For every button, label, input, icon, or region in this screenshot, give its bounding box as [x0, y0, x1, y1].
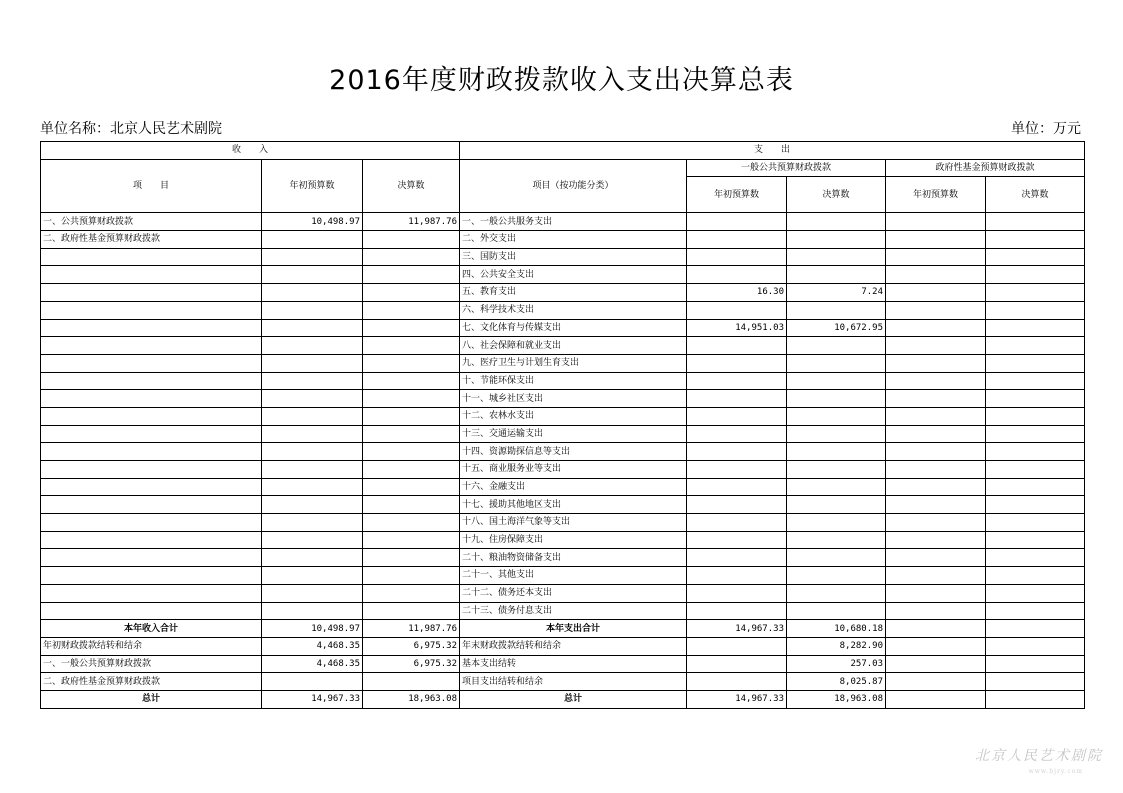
- table-row: [41, 690, 1085, 708]
- cell-in-item: [41, 390, 262, 408]
- cell-f-final: [986, 248, 1085, 266]
- cell-g-budget: [687, 390, 787, 408]
- cell-f-final: [986, 567, 1085, 585]
- table-row: [41, 637, 1085, 655]
- cell-ex-item: 十一、城乡社区支出: [460, 390, 687, 408]
- cell-f-budget: [886, 496, 986, 514]
- cell-in-budget: [262, 443, 363, 461]
- cell-in-budget: [262, 496, 363, 514]
- cell-in-item: 一、公共预算财政拨款: [41, 213, 262, 231]
- cell-in-item: [41, 354, 262, 372]
- table-row: [41, 443, 1085, 461]
- cell-in-budget: [262, 248, 363, 266]
- cell-f-final: [986, 478, 1085, 496]
- cell-in-final: [363, 266, 460, 284]
- table-row: [41, 478, 1085, 496]
- cell-g-budget: [687, 425, 787, 443]
- cell-g-final: [787, 531, 886, 549]
- cell-in-budget: [262, 567, 363, 585]
- cell-in-budget: 4,468.35: [262, 655, 363, 673]
- cell-g-final: 8,025.87: [787, 673, 886, 691]
- cell-f-budget: [886, 620, 986, 638]
- page-title: 2016年度财政拨款收入支出决算总表: [329, 65, 794, 96]
- cell-in-item: [41, 567, 262, 585]
- cell-g-final: [787, 390, 886, 408]
- cell-g-final: [787, 213, 886, 231]
- cell-f-budget: [886, 531, 986, 549]
- cell-f-final: [986, 690, 1085, 708]
- cell-f-budget: [886, 319, 986, 337]
- cell-f-final: [986, 531, 1085, 549]
- watermark-logo: 北京人民艺术剧院: [975, 748, 1103, 764]
- cell-in-item: [41, 266, 262, 284]
- cell-in-final: [363, 390, 460, 408]
- cell-in-budget: [262, 354, 363, 372]
- cell-in-final: [363, 372, 460, 390]
- watermark-url: www.bjry.com: [1028, 768, 1083, 775]
- cell-in-final: [363, 673, 460, 691]
- general-initial-budget-header: 年初预算数: [687, 177, 787, 213]
- cell-f-budget: [886, 584, 986, 602]
- cell-f-final: [986, 354, 1085, 372]
- cell-ex-item: 九、医疗卫生与计划生育支出: [460, 354, 687, 372]
- cell-in-item: [41, 248, 262, 266]
- table-row: [41, 372, 1085, 390]
- cell-f-budget: [886, 354, 986, 372]
- cell-ex-item: 总计: [460, 690, 687, 708]
- cell-in-final: [363, 354, 460, 372]
- table-row: [41, 266, 1085, 284]
- cell-g-final: [787, 443, 886, 461]
- cell-in-final: [363, 478, 460, 496]
- cell-g-final: [787, 301, 886, 319]
- cell-in-final: 6,975.32: [363, 637, 460, 655]
- cell-ex-item: 十二、农林水支出: [460, 407, 687, 425]
- expense-header: 支 出: [460, 142, 1085, 160]
- budget-summary-table: [40, 141, 1085, 709]
- cell-g-final: [787, 372, 886, 390]
- cell-in-final: [363, 496, 460, 514]
- cell-g-budget: [687, 337, 787, 355]
- table-row: [41, 354, 1085, 372]
- cell-in-budget: [262, 673, 363, 691]
- cell-f-final: [986, 372, 1085, 390]
- cell-g-final: [787, 461, 886, 479]
- general-budget-header: 一般公共预算财政拨款: [687, 159, 886, 177]
- cell-g-budget: [687, 673, 787, 691]
- table-row: [41, 231, 1085, 249]
- unit-name-label: 单位名称：北京人民艺术剧院: [40, 121, 222, 137]
- cell-ex-item: 十八、国土海洋气象等支出: [460, 514, 687, 532]
- cell-f-final: [986, 549, 1085, 567]
- cell-in-budget: 4,468.35: [262, 637, 363, 655]
- cell-g-final: [787, 425, 886, 443]
- cell-g-budget: [687, 637, 787, 655]
- cell-g-final: [787, 248, 886, 266]
- cell-in-budget: [262, 390, 363, 408]
- cell-in-item: [41, 443, 262, 461]
- cell-in-budget: [262, 231, 363, 249]
- table-row: [41, 620, 1085, 638]
- cell-in-item: 一、一般公共预算财政拨款: [41, 655, 262, 673]
- cell-ex-item: 十六、金融支出: [460, 478, 687, 496]
- cell-g-budget: [687, 372, 787, 390]
- currency-unit-label: 单位：万元: [1011, 121, 1081, 137]
- income-header: 收 入: [41, 142, 460, 160]
- cell-f-budget: [886, 637, 986, 655]
- cell-ex-item: 二十一、其他支出: [460, 567, 687, 585]
- cell-g-budget: [687, 301, 787, 319]
- cell-f-budget: [886, 248, 986, 266]
- cell-in-item: [41, 514, 262, 532]
- cell-f-budget: [886, 372, 986, 390]
- table-row: [41, 425, 1085, 443]
- cell-ex-item: 十三、交通运输支出: [460, 425, 687, 443]
- cell-in-final: [363, 407, 460, 425]
- cell-ex-item: 二十、粮油物资储备支出: [460, 549, 687, 567]
- cell-in-budget: [262, 425, 363, 443]
- cell-g-budget: [687, 443, 787, 461]
- fund-budget-header: 政府性基金预算财政拨款: [886, 159, 1085, 177]
- table-row: [41, 567, 1085, 585]
- cell-f-final: [986, 637, 1085, 655]
- cell-ex-item: 基本支出结转: [460, 655, 687, 673]
- cell-in-final: [363, 425, 460, 443]
- table-row: [41, 496, 1085, 514]
- cell-g-final: [787, 337, 886, 355]
- cell-ex-item: 七、文化体育与传媒支出: [460, 319, 687, 337]
- cell-in-item: [41, 584, 262, 602]
- cell-in-item: 二、政府性基金预算财政拨款: [41, 231, 262, 249]
- cell-in-budget: [262, 284, 363, 302]
- cell-ex-item: 二十三、债务付息支出: [460, 602, 687, 620]
- cell-in-final: [363, 602, 460, 620]
- table-row: [41, 301, 1085, 319]
- cell-in-final: [363, 284, 460, 302]
- cell-ex-item: 六、科学技术支出: [460, 301, 687, 319]
- cell-in-item: [41, 602, 262, 620]
- cell-g-final: 10,680.18: [787, 620, 886, 638]
- cell-in-item: [41, 337, 262, 355]
- table-row: [41, 514, 1085, 532]
- expense-item-header: 项目（按功能分类）: [460, 159, 687, 213]
- cell-in-item: 本年收入合计: [41, 620, 262, 638]
- cell-in-budget: [262, 584, 363, 602]
- cell-g-final: [787, 407, 886, 425]
- cell-ex-item: 年末财政拨款结转和结余: [460, 637, 687, 655]
- table-row: [41, 213, 1085, 231]
- cell-g-budget: [687, 531, 787, 549]
- cell-f-budget: [886, 567, 986, 585]
- cell-g-budget: [687, 549, 787, 567]
- cell-f-budget: [886, 407, 986, 425]
- cell-ex-item: 二、外交支出: [460, 231, 687, 249]
- cell-f-final: [986, 602, 1085, 620]
- cell-in-budget: 10,498.97: [262, 213, 363, 231]
- cell-in-final: [363, 443, 460, 461]
- cell-ex-item: 十九、住房保障支出: [460, 531, 687, 549]
- cell-g-budget: [687, 584, 787, 602]
- cell-in-item: [41, 284, 262, 302]
- cell-ex-item: 五、教育支出: [460, 284, 687, 302]
- cell-ex-item: 本年支出合计: [460, 620, 687, 638]
- income-budget-header: 年初预算数: [262, 159, 363, 213]
- cell-f-budget: [886, 690, 986, 708]
- cell-f-budget: [886, 461, 986, 479]
- cell-f-final: [986, 231, 1085, 249]
- cell-g-budget: [687, 478, 787, 496]
- cell-ex-item: 十四、资源勘探信息等支出: [460, 443, 687, 461]
- cell-g-budget: 14,951.03: [687, 319, 787, 337]
- cell-in-item: [41, 496, 262, 514]
- cell-f-final: [986, 266, 1085, 284]
- cell-in-final: [363, 231, 460, 249]
- cell-in-item: 年初财政拨款结转和结余: [41, 637, 262, 655]
- income-final-header: 决算数: [363, 159, 460, 213]
- cell-g-final: [787, 496, 886, 514]
- table-row: [41, 549, 1085, 567]
- cell-g-budget: [687, 496, 787, 514]
- cell-ex-item: 四、公共安全支出: [460, 266, 687, 284]
- cell-in-final: [363, 549, 460, 567]
- cell-g-budget: [687, 248, 787, 266]
- cell-in-budget: 14,967.33: [262, 690, 363, 708]
- cell-f-final: [986, 301, 1085, 319]
- cell-f-final: [986, 284, 1085, 302]
- cell-g-final: [787, 549, 886, 567]
- cell-in-item: [41, 531, 262, 549]
- table-row: [41, 407, 1085, 425]
- cell-f-final: [986, 425, 1085, 443]
- table-row: [41, 531, 1085, 549]
- table-row: [41, 461, 1085, 479]
- cell-in-budget: [262, 461, 363, 479]
- cell-in-budget: [262, 602, 363, 620]
- cell-g-final: [787, 584, 886, 602]
- cell-g-final: [787, 231, 886, 249]
- cell-ex-item: 十五、商业服务业等支出: [460, 461, 687, 479]
- cell-in-final: 6,975.32: [363, 655, 460, 673]
- cell-g-budget: [687, 231, 787, 249]
- cell-in-final: [363, 584, 460, 602]
- cell-in-final: [363, 531, 460, 549]
- cell-g-final: [787, 567, 886, 585]
- cell-in-item: [41, 478, 262, 496]
- cell-in-final: 18,963.08: [363, 690, 460, 708]
- cell-f-final: [986, 584, 1085, 602]
- cell-g-final: 18,963.08: [787, 690, 886, 708]
- cell-g-budget: 14,967.33: [687, 690, 787, 708]
- cell-g-final: 10,672.95: [787, 319, 886, 337]
- cell-in-budget: [262, 549, 363, 567]
- cell-f-final: [986, 496, 1085, 514]
- cell-f-final: [986, 443, 1085, 461]
- cell-f-budget: [886, 425, 986, 443]
- cell-f-budget: [886, 514, 986, 532]
- cell-in-final: 11,987.76: [363, 213, 460, 231]
- cell-g-budget: [687, 567, 787, 585]
- cell-g-budget: [687, 461, 787, 479]
- cell-f-final: [986, 620, 1085, 638]
- cell-in-budget: [262, 407, 363, 425]
- cell-g-budget: 14,967.33: [687, 620, 787, 638]
- cell-f-budget: [886, 266, 986, 284]
- cell-in-item: [41, 549, 262, 567]
- cell-f-final: [986, 390, 1085, 408]
- table-row: [41, 673, 1085, 691]
- cell-in-budget: [262, 266, 363, 284]
- cell-ex-item: 十、节能环保支出: [460, 372, 687, 390]
- cell-g-final: [787, 602, 886, 620]
- cell-ex-item: 八、社会保障和就业支出: [460, 337, 687, 355]
- cell-g-budget: 16.30: [687, 284, 787, 302]
- cell-f-final: [986, 407, 1085, 425]
- cell-in-final: [363, 567, 460, 585]
- cell-f-final: [986, 213, 1085, 231]
- cell-g-budget: [687, 602, 787, 620]
- cell-ex-item: 三、国防支出: [460, 248, 687, 266]
- cell-f-budget: [886, 443, 986, 461]
- cell-in-final: [363, 301, 460, 319]
- general-final-header: 决算数: [787, 177, 886, 213]
- cell-in-final: [363, 514, 460, 532]
- cell-in-item: [41, 407, 262, 425]
- income-item-header: 项 目: [41, 159, 262, 213]
- cell-in-budget: 10,498.97: [262, 620, 363, 638]
- cell-in-item: [41, 425, 262, 443]
- table-row: [41, 584, 1085, 602]
- cell-g-final: [787, 478, 886, 496]
- cell-in-final: 11,987.76: [363, 620, 460, 638]
- cell-g-final: 7.24: [787, 284, 886, 302]
- table-row: [41, 602, 1085, 620]
- cell-g-final: 8,282.90: [787, 637, 886, 655]
- table-row: [41, 248, 1085, 266]
- cell-g-final: [787, 354, 886, 372]
- cell-in-budget: [262, 531, 363, 549]
- cell-f-final: [986, 319, 1085, 337]
- cell-in-item: [41, 301, 262, 319]
- cell-ex-item: 项目支出结转和结余: [460, 673, 687, 691]
- table-row: [41, 655, 1085, 673]
- cell-g-budget: [687, 655, 787, 673]
- cell-f-budget: [886, 284, 986, 302]
- cell-f-budget: [886, 390, 986, 408]
- cell-in-budget: [262, 478, 363, 496]
- cell-g-budget: [687, 213, 787, 231]
- cell-in-final: [363, 319, 460, 337]
- cell-f-final: [986, 673, 1085, 691]
- cell-in-item: [41, 319, 262, 337]
- cell-g-final: 257.03: [787, 655, 886, 673]
- cell-f-budget: [886, 549, 986, 567]
- fund-final-header: 决算数: [986, 177, 1085, 213]
- table-row: [41, 390, 1085, 408]
- cell-f-final: [986, 337, 1085, 355]
- cell-f-final: [986, 514, 1085, 532]
- cell-in-item: 总计: [41, 690, 262, 708]
- cell-f-budget: [886, 478, 986, 496]
- table-row: [41, 337, 1085, 355]
- cell-g-budget: [687, 266, 787, 284]
- cell-in-final: [363, 248, 460, 266]
- cell-in-budget: [262, 337, 363, 355]
- cell-f-final: [986, 461, 1085, 479]
- cell-f-budget: [886, 602, 986, 620]
- cell-f-final: [986, 655, 1085, 673]
- cell-f-budget: [886, 301, 986, 319]
- table-row: [41, 319, 1085, 337]
- cell-f-budget: [886, 231, 986, 249]
- cell-in-final: [363, 461, 460, 479]
- cell-f-budget: [886, 655, 986, 673]
- cell-g-budget: [687, 407, 787, 425]
- cell-f-budget: [886, 213, 986, 231]
- cell-f-budget: [886, 673, 986, 691]
- cell-ex-item: 二十二、债务还本支出: [460, 584, 687, 602]
- cell-g-budget: [687, 354, 787, 372]
- cell-in-item: 二、政府性基金预算财政拨款: [41, 673, 262, 691]
- cell-in-item: [41, 372, 262, 390]
- table-row: [41, 284, 1085, 302]
- cell-g-final: [787, 266, 886, 284]
- cell-in-budget: [262, 372, 363, 390]
- cell-g-budget: [687, 514, 787, 532]
- cell-ex-item: 一、一般公共服务支出: [460, 213, 687, 231]
- cell-in-final: [363, 337, 460, 355]
- cell-in-budget: [262, 514, 363, 532]
- fund-initial-budget-header: 年初预算数: [886, 177, 986, 213]
- cell-f-budget: [886, 337, 986, 355]
- cell-in-budget: [262, 319, 363, 337]
- cell-g-final: [787, 514, 886, 532]
- cell-in-item: [41, 461, 262, 479]
- cell-ex-item: 十七、援助其他地区支出: [460, 496, 687, 514]
- cell-in-budget: [262, 301, 363, 319]
